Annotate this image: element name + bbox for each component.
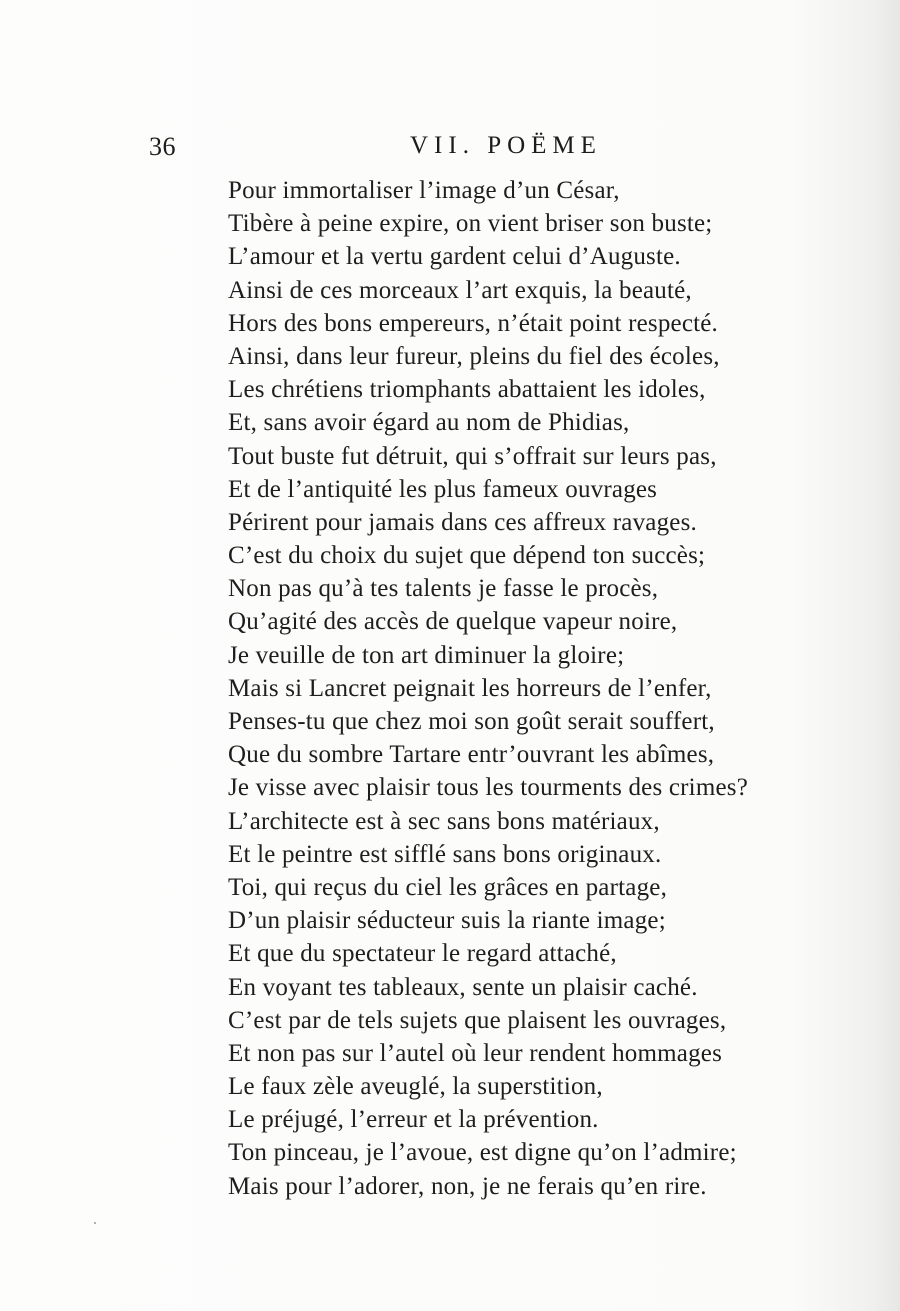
poem-line: Les chrétiens triomphants abattaient les idoles, — [228, 376, 706, 404]
poem-line: Toi, qui reçus du ciel les grâces en partage, — [228, 873, 668, 901]
poem-line: Le faux zèle aveuglé, la superstition, — [228, 1073, 603, 1101]
poem-line: Ton pinceau, je l’avoue, est digne qu’on l’admire; — [228, 1139, 737, 1167]
page-header — [0, 128, 900, 168]
poem-line: Mais si Lancret peignait les horreurs de l’enfer, — [228, 674, 712, 702]
poem-line: Tout buste fut détruit, qui s’offrait sur leurs pas, — [228, 442, 717, 470]
poem-line: Tibère à peine expire, on vient briser son buste; — [228, 210, 713, 238]
poem-line: Pour immortaliser l’image d’un César, — [228, 177, 620, 204]
poem-body — [228, 174, 868, 1203]
poem-line: Je visse avec plaisir tous les tourments des crimes? — [228, 774, 748, 802]
poem-line: Et, sans avoir égard au nom de Phidias, — [228, 409, 630, 437]
poem-line: Et non pas sur l’autel où leur rendent hommages — [228, 1039, 722, 1067]
poem-line: Et de l’antiquité les plus fameux ouvrages — [228, 475, 658, 503]
poem-line: Hors des bons empereurs, n’était point respecté. — [228, 309, 719, 337]
poem-line: Que du sombre Tartare entr’ouvrant les abîmes, — [228, 741, 715, 769]
poem-line: L’amour et la vertu gardent celui d’Auguste. — [228, 243, 681, 271]
poem-line: Qu’agité des accès de quelque vapeur noire, — [228, 608, 678, 636]
page-number: 36 — [149, 132, 176, 161]
poem-line: Ainsi de ces morceaux l’art exquis, la beauté, — [228, 276, 692, 304]
poem-line: Penses-tu que chez moi son goût serait souffert, — [228, 708, 715, 735]
running-head: VII. POËME — [410, 132, 602, 159]
poem-line: D’un plaisir séducteur suis la riante image; — [228, 907, 666, 935]
poem-line: C’est par de tels sujets que plaisent les ouvrages, — [228, 1006, 727, 1034]
paper-speck — [94, 1222, 96, 1224]
poem-line: L’architecte est à sec sans bons matériaux, — [228, 807, 660, 835]
poem-line: Et que du spectateur le regard attaché, — [228, 940, 617, 968]
poem-line: Le préjugé, l’erreur et la prévention. — [228, 1106, 599, 1134]
poem-line: En voyant tes tableaux, sente un plaisir caché. — [228, 973, 698, 1001]
poem-line: Non pas qu’à tes talents je fasse le procès, — [228, 575, 659, 603]
poem-line: Périrent pour jamais dans ces affreux ravages. — [228, 508, 697, 536]
poem-line: Je veuille de ton art diminuer la gloire; — [228, 641, 625, 669]
poem-line: Ainsi, dans leur fureur, pleins du fiel des écoles, — [228, 342, 720, 370]
poem-line: Et le peintre est sifflé sans bons originaux. — [228, 840, 662, 868]
poem-line: C’est du choix du sujet que dépend ton succès; — [228, 542, 706, 570]
poem-line: Mais pour l’adorer, non, je ne ferais qu’en rire. — [228, 1172, 707, 1200]
